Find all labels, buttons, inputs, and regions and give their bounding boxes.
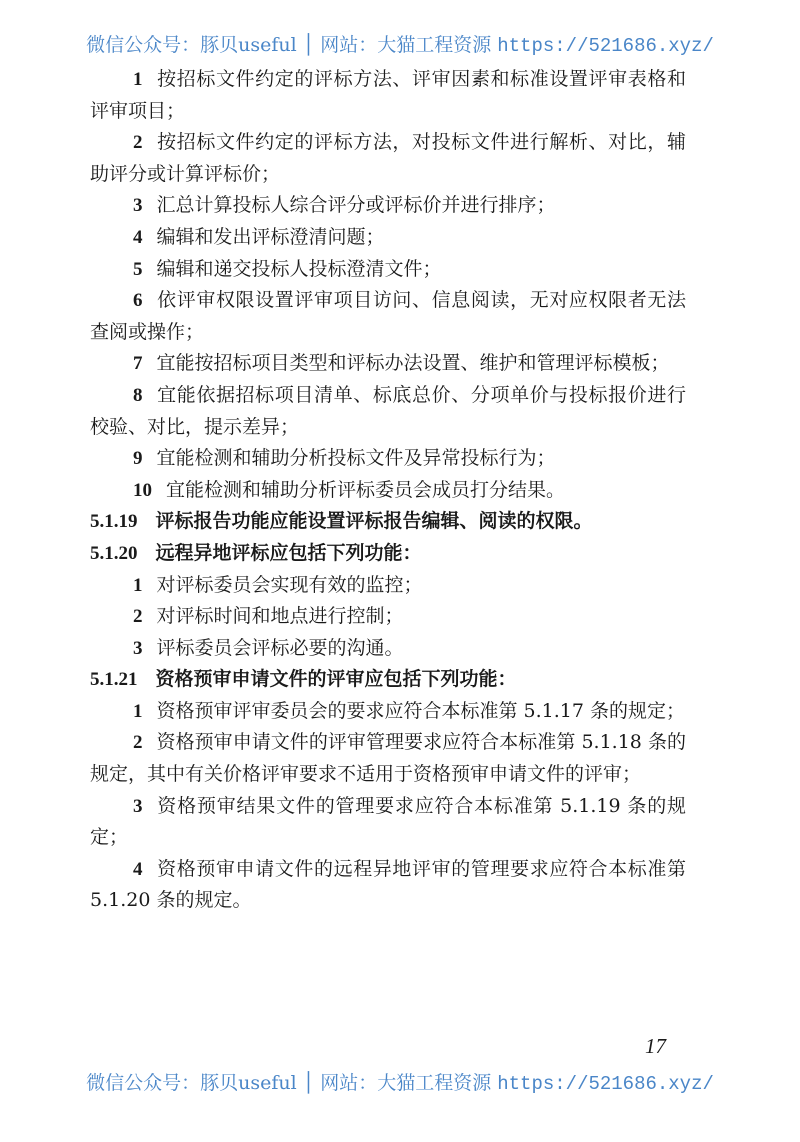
list-item [90, 791, 686, 854]
item-number: 3 [133, 195, 143, 217]
paragraph-text: 评标委员会评标必要的沟通。 [156, 636, 404, 659]
page-number: 17 [645, 1034, 666, 1058]
paragraph-text: 宜能检测和辅助分析评标委员会成员打分结果。 [166, 478, 566, 501]
item-number: 2 [133, 132, 143, 154]
list-item [90, 570, 686, 602]
paragraph-text: 汇总计算投标人综合评分或评标价并进行排序； [156, 194, 556, 217]
item-number: 8 [133, 384, 143, 406]
list-item [90, 601, 686, 633]
paragraph-text: 宜能按招标项目类型和评标办法设置、维护和管理评标模板； [156, 352, 670, 375]
clause-number: 5.1.21 [90, 669, 138, 691]
paragraph-text: 评标报告功能应能设置评标报告编辑、阅读的权限。 [155, 511, 593, 533]
item-number: 4 [133, 858, 143, 880]
watermark-footer [0, 1068, 800, 1095]
paragraph-text: 资格预审结果文件的管理要求应符合本标准第 5.1.19 条的规定； [90, 794, 686, 849]
paragraph-text: 编辑和递交投标人投标澄清文件； [156, 257, 442, 280]
item-number: 2 [133, 732, 143, 754]
list-item [90, 696, 686, 728]
paragraph-text: 宜能检测和辅助分析投标文件及异常投标行为； [156, 447, 556, 470]
list-item [90, 190, 686, 222]
paragraph-text: 按招标文件约定的评标方法、评审因素和标准设置评审表格和评审项目； [90, 68, 686, 122]
item-number: 1 [133, 700, 143, 722]
paragraph-text: 对评标时间和地点进行控制； [156, 605, 404, 628]
item-number: 3 [133, 795, 143, 817]
paragraph-text: 资格预审申请文件的评审应包括下列功能： [155, 669, 517, 691]
watermark-text: 微信公众号：豚贝useful │ 网站：大猫工程资源 [86, 34, 498, 56]
item-number: 6 [133, 290, 143, 312]
item-number: 9 [133, 448, 143, 470]
paragraph-text: 对评标委员会实现有效的监控； [156, 573, 423, 596]
watermark-url: https://521686.xyz/ [497, 35, 714, 57]
item-number: 1 [133, 69, 143, 90]
item-number: 10 [133, 479, 152, 501]
paragraph-text: 资格预审申请文件的评审管理要求应符合本标准第 5.1.18 条的规定，其中有关价格评审要求不适用于资格预审申请文件的评审； [90, 731, 686, 786]
list-item [90, 285, 686, 348]
list-item [90, 348, 686, 380]
paragraph-text: 编辑和发出评标澄清问题； [156, 225, 385, 248]
item-number: 3 [133, 637, 143, 659]
list-item [90, 380, 686, 443]
item-number: 1 [133, 574, 143, 596]
paragraph-text: 依评审权限设置评审项目访问、信息阅读，无对应权限者无法查阅或操作； [90, 289, 686, 343]
list-item [90, 633, 686, 665]
list-item [90, 854, 686, 917]
document-body [90, 64, 686, 917]
clause-paragraph [90, 664, 668, 696]
paragraph-text: 资格预审申请文件的远程异地评审的管理要求应符合本标准第 5.1.20 条的规定。 [90, 857, 686, 912]
list-item [90, 727, 686, 790]
clause-paragraph [90, 538, 668, 570]
watermark-header [0, 30, 800, 57]
watermark-url: https://521686.xyz/ [497, 1073, 714, 1095]
watermark-text: 微信公众号：豚贝useful │ 网站：大猫工程资源 [86, 1072, 498, 1094]
item-number: 5 [133, 258, 143, 280]
list-item [90, 475, 686, 507]
paragraph-text: 宜能依据招标项目清单、标底总价、分项单价与投标报价进行校验、对比，提示差异； [90, 383, 686, 438]
paragraph-text: 按招标文件约定的评标方法，对投标文件进行解析、对比，辅助评分或计算评标价； [90, 131, 686, 185]
item-number: 2 [133, 606, 143, 628]
clause-number: 5.1.20 [90, 542, 138, 564]
list-item [90, 222, 686, 254]
clause-number: 5.1.19 [90, 511, 138, 533]
item-number: 7 [133, 353, 143, 375]
item-number: 4 [133, 226, 143, 248]
clause-paragraph [90, 506, 668, 538]
list-item [90, 64, 686, 127]
paragraph-text: 资格预审评审委员会的要求应符合本标准第 5.1.17 条的规定； [156, 699, 686, 722]
list-item [90, 254, 686, 286]
paragraph-text: 远程异地评标应包括下列功能： [155, 542, 422, 564]
list-item [90, 443, 686, 475]
list-item [90, 127, 686, 190]
